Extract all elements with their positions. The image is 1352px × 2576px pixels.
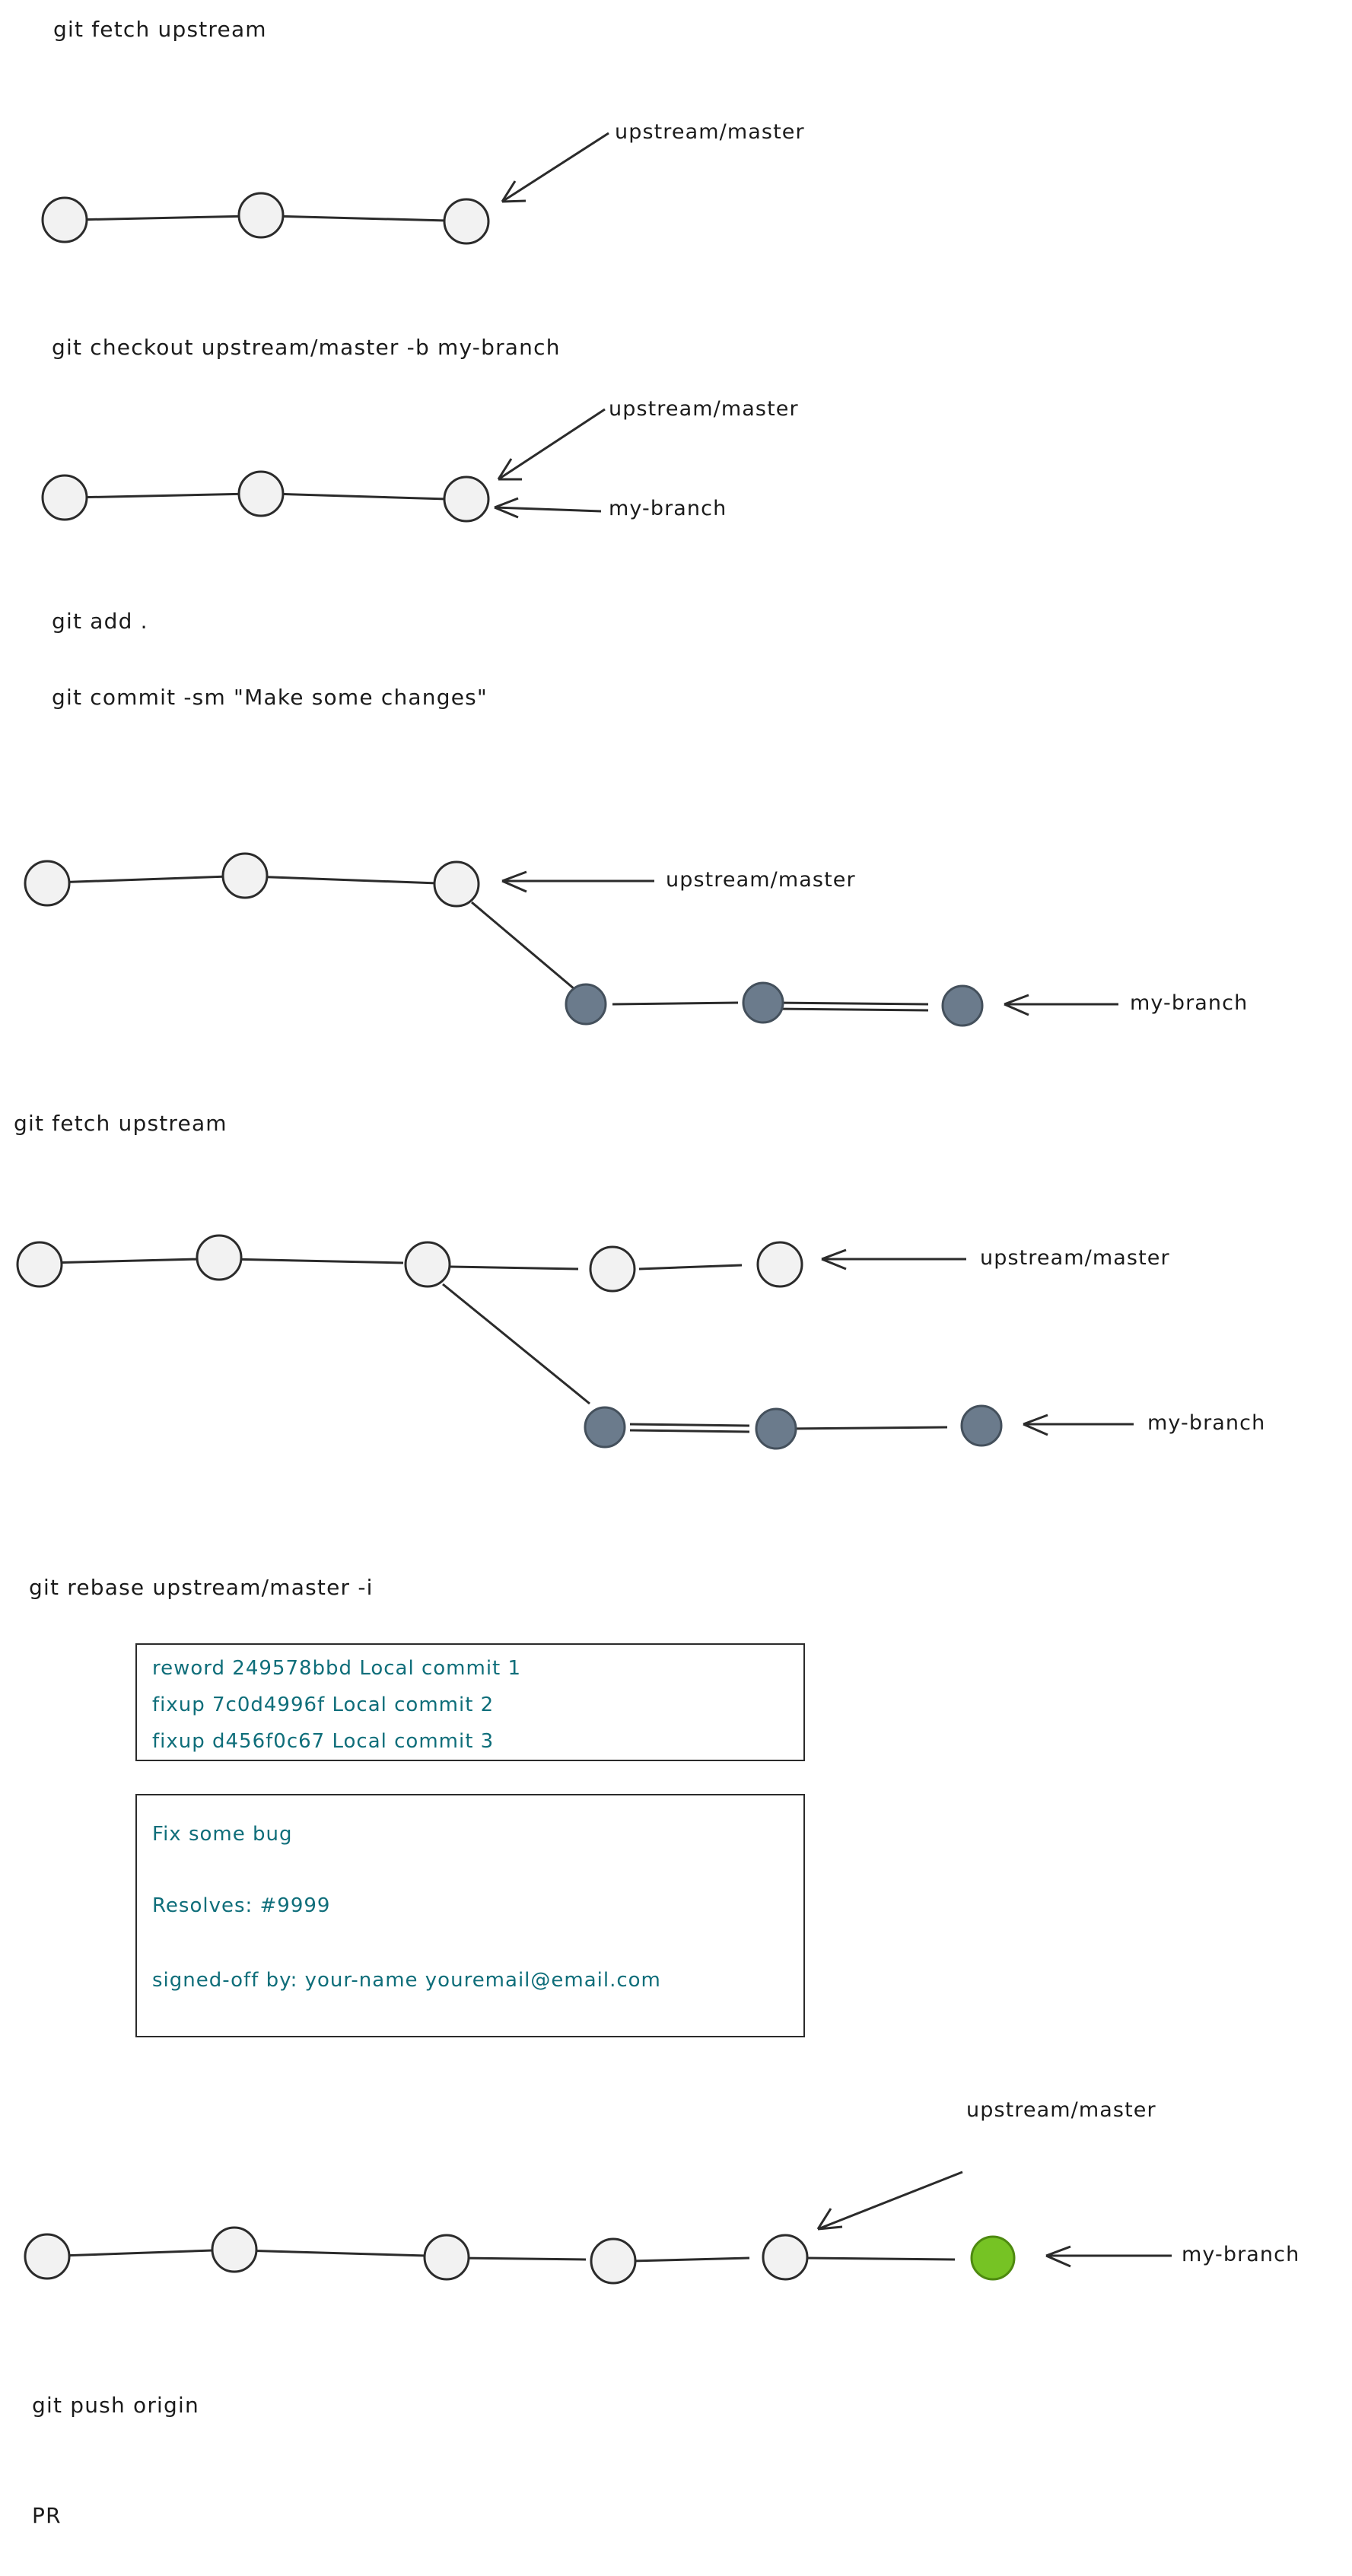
step-5-graph [25,2172,1172,2283]
commit-message-signoff: signed-off by: your-name youremail@email.com [152,1969,661,1992]
rebase-todo-line-2: fixup 7c0d4996f Local commit 2 [152,1693,495,1716]
command-git-rebase-interactive: git rebase upstream/master -i [29,1575,374,1600]
step-3-graph [25,854,1118,1026]
label-my-branch-5: my-branch [1182,2243,1300,2266]
label-my-branch-3: my-branch [1130,991,1249,1015]
command-git-push-origin: git push origin [32,2393,199,2418]
label-upstream-master-4: upstream/master [980,1246,1170,1270]
label-upstream-master-5: upstream/master [966,2098,1156,2122]
step-2-graph [43,409,605,521]
rebase-todo-line-1: reword 249578bbd Local commit 1 [152,1657,522,1680]
label-pull-request: PR [32,2503,62,2528]
command-git-add: git add . [52,609,148,634]
command-git-fetch-upstream-2: git fetch upstream [14,1111,227,1136]
commit-message-resolves: Resolves: #9999 [152,1894,331,1917]
step-1-graph [43,133,609,243]
command-git-checkout-branch: git checkout upstream/master -b my-branch [52,335,561,360]
label-upstream-master-2: upstream/master [609,397,799,421]
rebase-todo-line-3: fixup d456f0c67 Local commit 3 [152,1730,495,1753]
commit-message-subject: Fix some bug [152,1823,293,1846]
label-my-branch-4: my-branch [1147,1411,1266,1435]
label-upstream-master-1: upstream/master [615,120,805,144]
step-4-graph [17,1236,1134,1449]
label-upstream-master-3: upstream/master [666,868,856,892]
command-git-fetch-upstream-1: git fetch upstream [53,17,267,42]
label-my-branch-2: my-branch [609,497,727,520]
command-git-commit: git commit -sm "Make some changes" [52,685,488,710]
